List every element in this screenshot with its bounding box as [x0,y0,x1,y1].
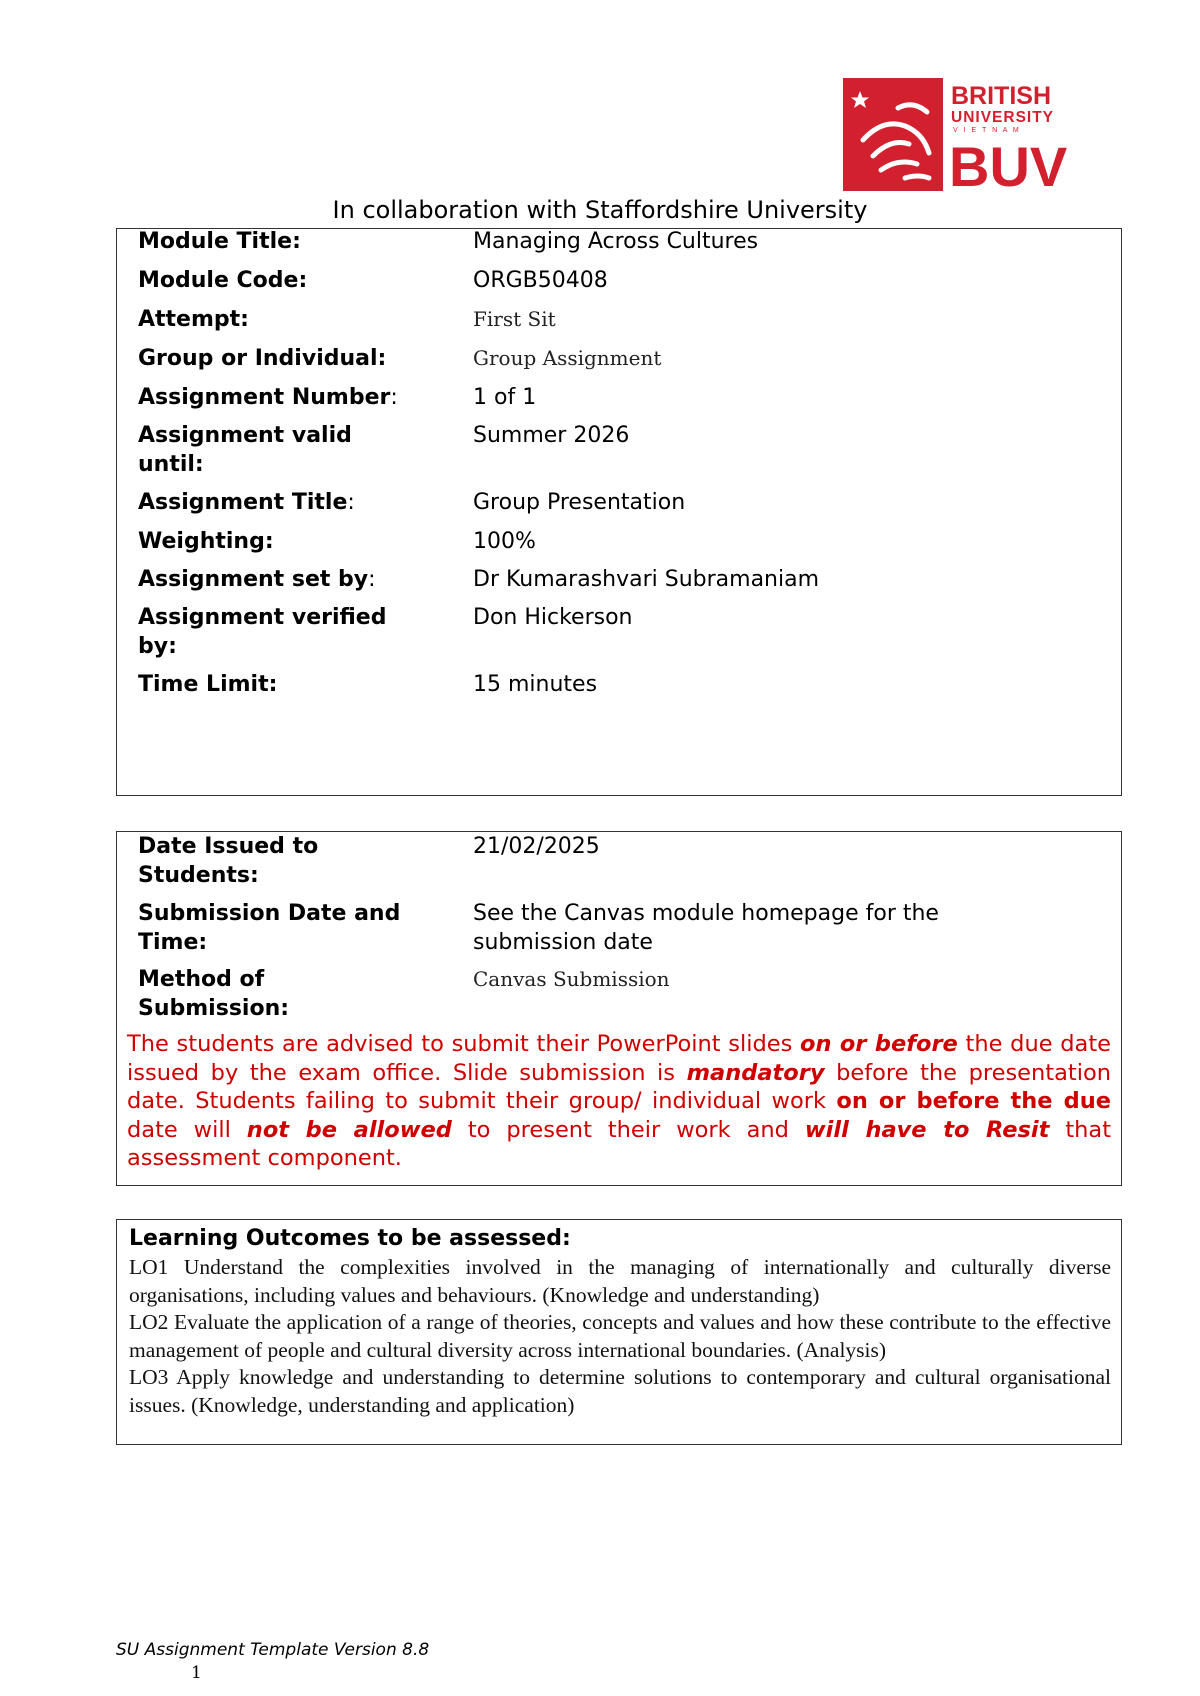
method-value: Canvas Submission [473,967,670,991]
module-code-label: Module Code: [138,268,308,293]
module-details-box [116,228,1122,796]
logo-mark: BUV [949,135,1068,191]
attempt-label: Attempt: [138,307,249,332]
logo-emblem [843,78,943,191]
set-by-label: Assignment set by: [138,567,376,592]
assignment-title-value: Group Presentation [473,490,686,515]
weighting-label: Weighting: [138,529,274,554]
submission-date-value: See the Canvas module homepage for the submission date [473,901,939,955]
buv-logo [843,78,1093,191]
collaboration-heading: In collaboration with Staffordshire University [332,196,868,224]
logo-line2: UNIVERSITY [951,109,1055,126]
date-issued-label: Date Issued to Students: [138,834,319,888]
group-value: Group Assignment [473,346,662,370]
set-by-value: Dr Kumarashvari Subramaniam [473,567,820,592]
method-label: Method of Submission: [138,967,290,1021]
valid-until-value: Summer 2026 [473,423,630,448]
template-version-footer: SU Assignment Template Version 8.8 [116,1640,430,1660]
verified-by-value: Don Hickerson [473,605,633,630]
valid-until-label: Assignment valid until: [138,423,352,477]
learning-outcome-item: LO2 Evaluate the application of a range of theories, concepts and values and how these contribute to the effective management of people and cultural diversity across international boundaries. (Analysis) [129,1310,1111,1362]
assignment-number-label: Assignment Number: [138,385,398,410]
weighting-value: 100% [473,529,536,554]
time-limit-value: 15 minutes [473,672,598,697]
module-title-label: Module Title: [138,229,301,254]
assignment-number-value: 1 of 1 [473,385,537,410]
learning-outcomes-box [116,1219,1122,1445]
group-label: Group or Individual: [138,346,387,371]
learning-outcomes-list [129,1254,1111,1419]
module-title-value: Managing Across Cultures [473,229,759,254]
page-number: 1 [191,1663,202,1683]
assignment-title-label: Assignment Title: [138,490,355,515]
learning-outcome-item: LO3 Apply knowledge and understanding to determine solutions to contemporary and cultural organisational issues. (Knowledge, understanding and application) [129,1365,1111,1417]
submission-notice: The students are advised to submit their PowerPoint slides on or before the due date issued by the exam office. Slide submission is mandatory before the presentation date. Students failing to submit their group/ individual work on or before the due date will not be allowed to present their work and will have to Resit that assessment component. [127,1031,1112,1171]
submission-date-label: Submission Date and Time: [138,901,401,955]
learning-outcomes-title: Learning Outcomes to be assessed: [129,1226,571,1251]
attempt-value: First Sit [473,307,556,331]
date-issued-value: 21/02/2025 [473,834,600,859]
logo-line3: V I E T N A M [953,127,1021,134]
module-code-value: ORGB50408 [473,268,608,293]
submission-box [116,831,1122,1186]
time-limit-label: Time Limit: [138,672,278,697]
verified-by-label: Assignment verified by: [138,605,387,659]
learning-outcome-item: LO1 Understand the complexities involved in the managing of internationally and culturally diverse organisations, including values and behaviours. (Knowledge and understanding) [129,1255,1111,1307]
logo-line1: BRITISH [951,82,1051,110]
